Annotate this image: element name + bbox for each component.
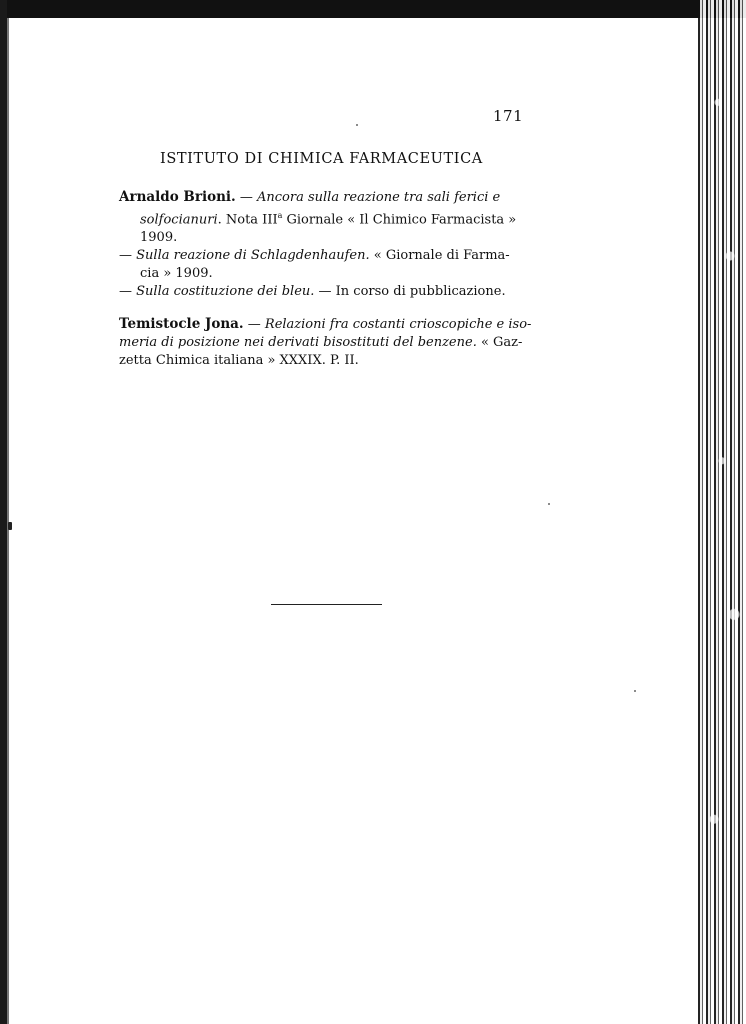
section-divider	[271, 604, 382, 605]
book-spine-speckle	[706, 0, 746, 1024]
paper-title: Relazioni fra costanti crioscopiche e iso-	[264, 317, 532, 332]
page-number: 171	[493, 107, 524, 125]
superscript: a	[277, 211, 283, 220]
paper-title: Sulla costituzione dei bleu.	[136, 284, 315, 300]
entry-line	[119, 207, 531, 229]
entry-line	[119, 334, 531, 352]
section-title: ISTITUTO DI CHIMICA FARMACEUTICA	[160, 151, 483, 167]
paper-title: solfocianuri	[140, 212, 218, 228]
dash: —	[235, 190, 257, 205]
page-paper	[9, 18, 698, 1024]
scan-top-edge	[0, 0, 746, 18]
scan-speck	[8, 522, 12, 530]
dash: —	[119, 248, 137, 264]
entry-text: — In corso di pubblicazione.	[314, 284, 506, 300]
entry-text: « Gaz-	[476, 335, 523, 350]
bibliography-entry-jona	[119, 315, 531, 370]
entry-line	[119, 283, 531, 301]
entry-line	[119, 229, 531, 247]
entry-line	[119, 265, 531, 283]
entry-text: 1909.	[140, 230, 178, 246]
entry-text: Giornale « Il Chimico Farmacista »	[282, 212, 517, 228]
paper-title: Ancora sulla reazione tra sali ferici e	[257, 190, 501, 205]
entry-line	[119, 315, 531, 334]
scan-left-edge-inner	[7, 18, 9, 1024]
scan-speck	[548, 503, 550, 505]
author-name: Temistocle Jona.	[119, 316, 244, 332]
bibliography-entry-brioni	[119, 188, 531, 301]
entry-line	[119, 247, 531, 265]
entry-text: « Giornale di Farma-	[369, 248, 510, 264]
paper-title: Sulla reazione di Schlagdenhaufen.	[136, 248, 370, 264]
scan-speck	[634, 690, 636, 692]
dash: —	[119, 284, 137, 300]
entry-line	[119, 352, 531, 370]
entry-text: zetta Chimica italiana » XXXIX. P. II.	[119, 353, 359, 368]
scan-speck	[356, 124, 358, 126]
author-name: Arnaldo Brioni.	[119, 189, 236, 205]
scan-left-edge	[0, 0, 7, 1024]
dash: —	[243, 317, 265, 332]
entry-line	[119, 188, 531, 207]
paper-title: meria di posizione nei derivati bisostituti del benzene.	[119, 335, 477, 350]
entry-text: cia » 1909.	[140, 266, 213, 282]
entry-text: . Nota III	[217, 212, 278, 228]
